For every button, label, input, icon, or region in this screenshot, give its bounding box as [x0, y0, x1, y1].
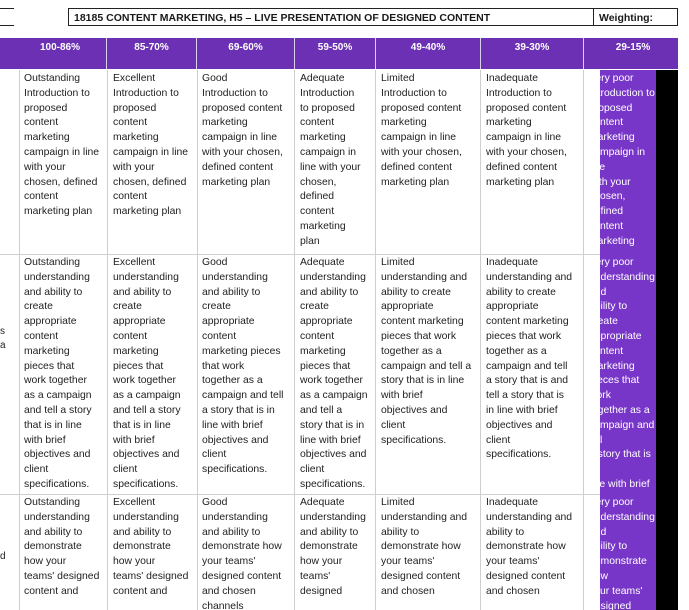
row3-band5-cell: Limited understanding and ability to demonstrate how your teams' designed content and chosen: [381, 497, 468, 597]
row2-band6-cell: Inadequate understanding and ability to create appropriate content marketing pieces that work together as a campaign and tell a story that is and tell a story that is in line with brief objectives and client specifications.: [486, 257, 573, 461]
band-header-4: 59-50%: [317, 42, 353, 53]
row3-band2-cell: Excellent understanding and ability to demonstrate how your teams' designed content and: [113, 497, 189, 597]
row2-band1-cell: Outstanding understanding and ability to create appropriate content marketing pieces that work together as a campaign and tell a story that is in line with brief objectives and client specifications.: [24, 257, 92, 490]
band-header-5: 49-40%: [410, 42, 446, 53]
row1-band1-cell: Outstanding Introduction to proposed content marketing campaign in line with your chosen, defined content marketing plan: [24, 73, 100, 218]
row1-band7-cell: Very poor Introduction to proposed content marketing campaign in line with your chosen, defined content marketing: [589, 73, 655, 247]
band-header-6: 39-30%: [514, 42, 550, 53]
band-header-1: 100-86%: [39, 42, 81, 53]
weighting-label: Weighting:: [594, 8, 678, 26]
title-left-stub: [0, 8, 14, 26]
row1-band4-cell: Adequate Introduction to proposed content marketing campaign in line with your chosen, defined content marketing plan: [300, 73, 361, 247]
row3-band3-cell: Good understanding and ability to demonstrate how your teams' designed content and chosen channels: [202, 497, 282, 610]
page-title: 18185 CONTENT MARKETING, H5 – LIVE PRESENTATION OF DESIGNED CONTENT: [68, 8, 594, 26]
right-margin: [678, 0, 689, 610]
row2-band5-cell: Limited understanding and ability to create appropriate content marketing pieces that work together as a campaign and tell a story that is in line with brief objectives and client specifications.: [381, 257, 472, 446]
row2-band3-cell: Good understanding and ability to create appropriate content marketing pieces that work together as a campaign and tell a story that is in line with brief objectives and client specifications.: [202, 257, 284, 476]
row3-band7-cell: Very poor understanding and ability to demonstrate how your teams' designed: [589, 497, 655, 610]
band-header-3: 69-60%: [228, 42, 263, 53]
dark-side-bar: [656, 70, 678, 610]
row1-band6-cell: Inadequate Introduction to proposed content marketing campaign in line with your chosen, defined content marketing plan: [486, 73, 567, 188]
grade-band-header: [0, 38, 682, 69]
row1-band5-cell: Limited Introduction to proposed content marketing campaign in line with your chosen, defined content marketing plan: [381, 73, 462, 188]
row2-band7-cell: Very poor understanding and ability to create appropriate content marketing pieces that work together as a campaign and tell a story that is in line with brief: [589, 257, 655, 490]
criteria-fragment-1: s: [0, 326, 5, 337]
row2-band2-cell: Excellent understanding and ability to create appropriate content marketing pieces that work together as a campaign and tell a story that is in line with brief objectives and client specifications.: [113, 257, 181, 490]
criteria-fragment-2: a: [0, 340, 6, 351]
row3-band1-cell: Outstanding understanding and ability to demonstrate how your teams' designed content and: [24, 497, 100, 597]
row1-band3-cell: Good Introduction to proposed content marketing campaign in line with your chosen, defined content marketing plan: [202, 73, 283, 188]
row1-band2-cell: Excellent Introduction to proposed content marketing campaign in line with your chosen, defined content marketing plan: [113, 73, 189, 218]
row2-band4-cell: Adequate understanding and ability to create appropriate content marketing pieces that work together as a campaign and tell a story that is in line with brief objectives and client specifications.: [300, 257, 368, 490]
band-header-7: 29-15%: [615, 42, 651, 53]
row3-band4-cell: Adequate understanding and ability to demonstrate how your teams' designed: [300, 497, 366, 597]
band-header-2: 85-70%: [134, 42, 169, 53]
row3-band6-cell: Inadequate understanding and ability to demonstrate how your teams' designed content and chosen: [486, 497, 573, 597]
criteria-fragment-3: d: [0, 551, 6, 562]
